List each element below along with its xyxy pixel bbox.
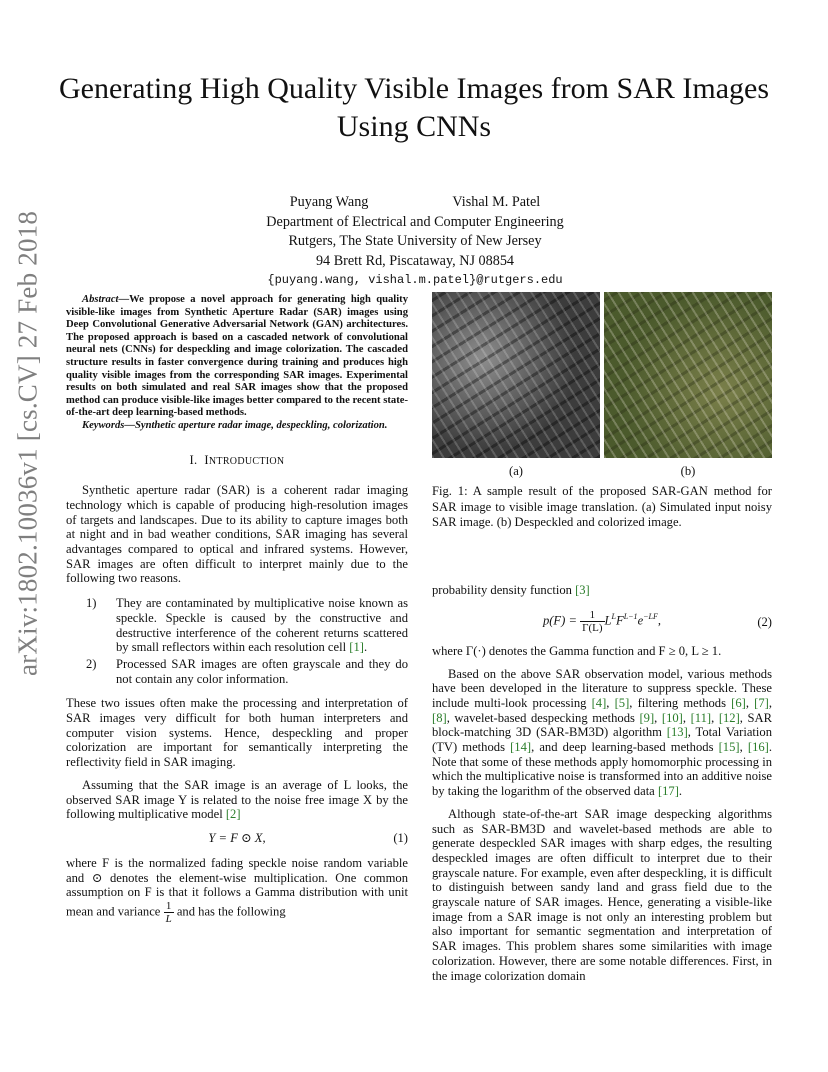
body-paragraph: where Γ(·) denotes the Gamma function and F ≥ 0, L ≥ 1. <box>432 643 722 658</box>
equation-lhs: p(F) = <box>542 613 577 628</box>
affiliation-line: Rutgers, The State University of New Jersey <box>288 233 542 249</box>
paper-title: Generating High Quality Visible Images from SAR Images Using CNNs <box>58 72 769 143</box>
list-number: 1) <box>86 596 97 611</box>
paragraph-text: , filtering methods <box>629 695 732 710</box>
citation-link[interactable]: [6] <box>731 695 746 710</box>
list-item <box>66 596 408 655</box>
left-column <box>66 294 408 925</box>
equation-exponent: L−1 <box>623 612 638 621</box>
citation-link[interactable]: [9] <box>639 710 655 725</box>
section-number: I. <box>189 452 198 467</box>
citation-link[interactable]: [10] <box>661 710 683 725</box>
author-block <box>200 193 630 291</box>
citation-link[interactable]: [15] <box>718 740 740 755</box>
figure-caption: Fig. 1: A sample result of the proposed SAR-GAN method for SAR image to visible image translation. (a) Simulated input noisy SAR image. (b) Despeckled and colorized image. <box>432 484 772 529</box>
colorized-output-image <box>604 292 772 458</box>
equation-1 <box>66 829 408 851</box>
equation-body: Y = F ⊙ X, <box>208 831 266 845</box>
paragraph-text: probability density function <box>432 583 576 598</box>
citation-link[interactable]: [16] <box>747 740 769 755</box>
paragraph-text: where F is the normalized fading speckle noise random variable and ⊙ denotes the element-wise multiplication. One common assumption on F is that it follows a Gamma distribution with unit mean and variance <box>66 856 408 919</box>
affiliation-line: Department of Electrical and Computer Engineering <box>266 213 564 230</box>
author-name: Vishal M. Patel <box>452 194 541 210</box>
subfigure-label: (a) <box>509 464 523 478</box>
equation-term: F <box>616 613 624 628</box>
equation-body <box>432 609 772 634</box>
fraction <box>164 900 174 925</box>
citation-link[interactable]: [1] <box>349 640 364 655</box>
keywords: Keywords—Synthetic aperture radar image, despeckling, colorization. <box>82 419 388 431</box>
list-item <box>66 657 408 686</box>
paragraph-text: Assuming that the SAR image is an average of L looks, the observed SAR image Y is related to the noise free image X by the following multiplicative model <box>66 777 408 822</box>
paragraph-text: Based on the above SAR observation model, various methods have been developed in the literature to suppress speckle. These include multi-look processing <box>432 666 772 710</box>
body-paragraph <box>66 778 408 822</box>
citation-link[interactable]: [12] <box>718 710 740 725</box>
body-paragraph: Based on the above SAR observation model, various methods have been developed in the literature to suppress speckle. These include multi-look processing [4], [5], filtering methods [6], [7], [8], wavelet-based despecking methods [9], [10], [11], [12], SAR block-matching 3D (SAR-BM3D) algorithm [13], Total Variation (TV) methods [14], and deep learning-based methods [15], [16]. Note that some of these methods apply homomorphic processing in which the multiplicative noise is transformed into an additive noise by taking the logarithm of the observed data [17]. <box>432 666 773 799</box>
citation-link[interactable]: [13] <box>666 725 688 740</box>
citation-link[interactable]: [3] <box>575 583 590 598</box>
fraction-numerator: 1 <box>580 609 604 622</box>
fraction-denominator: L <box>165 913 172 926</box>
paragraph-text: , SAR block-matching 3D (SAR-BM3D) algorithm <box>432 710 773 740</box>
list-number: 2) <box>86 656 97 671</box>
author-name: Puyang Wang <box>289 194 369 210</box>
citation-link[interactable]: [7] <box>754 695 769 710</box>
section-heading <box>66 453 408 470</box>
paragraph-text: . Note that some of these methods apply homomorphic processing in which the multiplicative noise is transformed into an additive noise by taking the logarithm of the observed data <box>432 740 773 799</box>
paragraph-text: , Total Variation (TV) methods <box>432 725 772 755</box>
section-title-initial: I <box>204 452 209 467</box>
reasons-list <box>66 596 408 686</box>
abstract <box>66 294 408 420</box>
body-paragraph <box>66 856 408 925</box>
citation-link[interactable]: [2] <box>225 807 241 822</box>
body-paragraph <box>432 583 772 598</box>
affiliation-line: 94 Brett Rd, Piscataway, NJ 08854 <box>315 252 515 269</box>
fraction-denominator: Γ(L) <box>582 621 603 634</box>
author-email: {puyang.wang, vishal.m.patel}@rutgers.edu <box>267 273 563 287</box>
equation-number: (1) <box>393 831 408 845</box>
intro-paragraph: Synthetic aperture radar (SAR) is a coherent radar imaging technology which is capable of producing high-resolution images of targets and landscapes. Due to its ability to capture images both at night and in bad weather conditions, SAR imaging has several advantages compared to optical and infrared systems. However, SAR images are often difficult to interpret mainly due to the following two reasons. <box>66 483 408 586</box>
sar-input-image <box>432 292 600 458</box>
section-title-rest: NTRODUCTION <box>208 455 285 467</box>
fraction <box>580 609 604 634</box>
equation-exponent: L <box>611 612 616 621</box>
equation-term: L <box>604 613 612 628</box>
citation-link[interactable]: [8] <box>432 710 447 725</box>
subfigure-label: (b) <box>680 464 696 478</box>
author-names <box>200 193 630 213</box>
citation-link[interactable]: [11] <box>690 710 712 725</box>
list-text: They are contaminated by multiplicative noise known as speckle. Speckle is caused by the constructive and destructive interference of the coherent returns scattered by small reflectors within each resolution cell <box>116 596 408 655</box>
equation-punct: , <box>657 613 662 628</box>
citation-link[interactable]: [14] <box>510 740 532 755</box>
abstract-text: —We propose a novel approach for generating high quality visible-like images from Synthetic Aperture Radar (SAR) images using Deep Convolutional Generative Adversarial Network (GAN) architectures. The proposed approach is based on a cascaded network of convolutional neural nets (CNNs) for despeckling and image colorization. The cascaded structure results in faster convergence during training and produces high quality visible images from the corresponding SAR images. Experimental results on both simulated and real SAR images show that the proposed method can produce visible-like images better compared to the recent state-of-the-art deep learning-based methods. <box>66 294 408 419</box>
equation-exponent: −LF <box>643 612 658 621</box>
list-text: Processed SAR images are often grayscale and they do not contain any color information. <box>116 656 408 686</box>
citation-link[interactable]: [17] <box>657 784 679 799</box>
paragraph-text: , wavelet-based despecking methods <box>446 710 640 725</box>
citation-link[interactable]: [4] <box>591 695 607 710</box>
arxiv-stamp: arXiv:1802.10036v1 [cs.CV] 27 Feb 2018 <box>12 210 43 676</box>
paragraph-text: and has the following <box>176 904 286 919</box>
equation-number: (2) <box>757 614 772 629</box>
body-paragraph: These two issues often make the processing and interpretation of SAR images very difficult for both human interpreters and computer vision systems. Hence, despeckling and proper colorization are important for semantically interpreting the reflectivity field in SAR imaging. <box>66 696 408 770</box>
citation-link[interactable]: [5] <box>614 695 630 710</box>
equation-2 <box>432 605 772 639</box>
abstract-lead: Abstract <box>82 294 119 305</box>
body-paragraph: Although state-of-the-art SAR image despecking algorithms such as SAR-BM3D and wavelet-based methods are able to generate despeckled SAR images with sharp edges, the resulting despeckled images are often difficult to interpret due to their grayscale nature. For example, even after despeckling, it is difficult to distinguish between sandy land and grass field due to the grayscale nature of SAR images. Hence, generating a visible-like image from a SAR image is not only an interesting problem but also important for semantic segmentation and interpretation of SAR images. This problem shares some similarities with image colorization. However, there are some notable differences. First, in the image colorization domain <box>432 806 772 983</box>
figure-1 <box>432 292 772 492</box>
list-text-tail: . <box>363 640 368 655</box>
right-column <box>432 292 772 983</box>
fraction-numerator: 1 <box>164 900 174 913</box>
equation-term: e <box>637 613 644 628</box>
paragraph-text: , and deep learning-based methods <box>531 740 719 755</box>
